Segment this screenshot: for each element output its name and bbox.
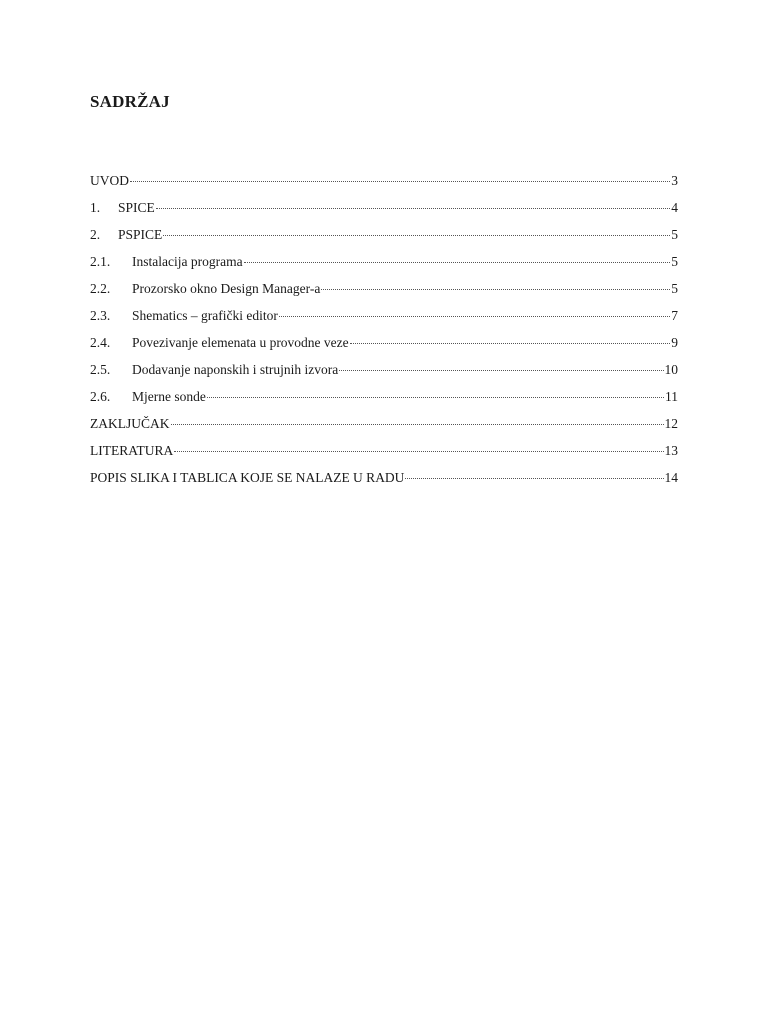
toc-entry-label: ZAKLJUČAK [90,416,170,431]
toc-entry[interactable] [90,252,678,279]
toc-dot-leader [405,478,663,479]
toc-entry[interactable] [90,387,678,414]
toc-entry-page: 9 [671,335,678,350]
toc-entry-number: 1. [90,200,101,215]
toc-entry[interactable] [90,279,678,306]
table-of-contents [90,171,678,495]
toc-entry-number: 2.5. [90,362,111,377]
toc-entry-page: 14 [664,470,678,485]
toc-dot-leader [156,208,670,209]
toc-entry-label: Prozorsko okno Design Manager-a [132,281,321,296]
toc-entry-number: 2.6. [90,389,111,404]
toc-entry-label: Povezivanje elemenata u provodne veze [132,335,349,350]
toc-entry-label: Mjerne sonde [132,389,206,404]
toc-dot-leader [244,262,671,263]
toc-title: SADRŽAJ [90,92,170,111]
toc-entry-page: 10 [664,362,678,377]
toc-entry-page: 4 [671,200,678,215]
toc-entry-number: 2.2. [90,281,111,296]
toc-entry-label: Dodavanje naponskih i strujnih izvora [132,362,339,377]
toc-entry-page: 5 [671,254,678,269]
toc-entry-label: SPICE [118,200,155,215]
toc-entry[interactable] [90,225,678,252]
toc-entry-page: 12 [664,416,678,431]
toc-entry-number: 2.1. [90,254,111,269]
toc-dot-leader [130,181,670,182]
toc-dot-leader [174,451,663,452]
toc-entry-label: PSPICE [118,227,163,242]
toc-entry-label: LITERATURA [90,443,174,458]
toc-entry-page: 7 [671,308,678,323]
toc-entry-number: 2.3. [90,308,111,323]
toc-entry[interactable] [90,360,678,387]
toc-entry[interactable] [90,198,678,225]
toc-dot-leader [321,289,670,290]
toc-entry-page: 11 [665,389,678,404]
toc-dot-leader [339,370,663,371]
toc-entry[interactable] [90,414,678,441]
toc-entry-page: 5 [671,281,678,296]
toc-entry[interactable] [90,333,678,360]
toc-entry-page: 3 [671,173,678,188]
toc-entry[interactable] [90,171,678,198]
toc-entry-label: Instalacija programa [132,254,243,269]
toc-dot-leader [163,235,670,236]
toc-entry-number: 2. [90,227,101,242]
toc-dot-leader [207,397,664,398]
toc-entry-page: 5 [671,227,678,242]
toc-dot-leader [279,316,670,317]
toc-entry-number: 2.4. [90,335,111,350]
toc-dot-leader [350,343,671,344]
toc-entry-label: POPIS SLIKA I TABLICA KOJE SE NALAZE U RADU [90,470,405,485]
toc-entry-page: 13 [664,443,678,458]
toc-dot-leader [171,424,664,425]
toc-entry-label: Shematics – grafički editor [132,308,278,323]
toc-entry[interactable] [90,441,678,468]
toc-entry-label: UVOD [90,173,129,188]
toc-entry[interactable] [90,468,678,495]
toc-entry[interactable] [90,306,678,333]
